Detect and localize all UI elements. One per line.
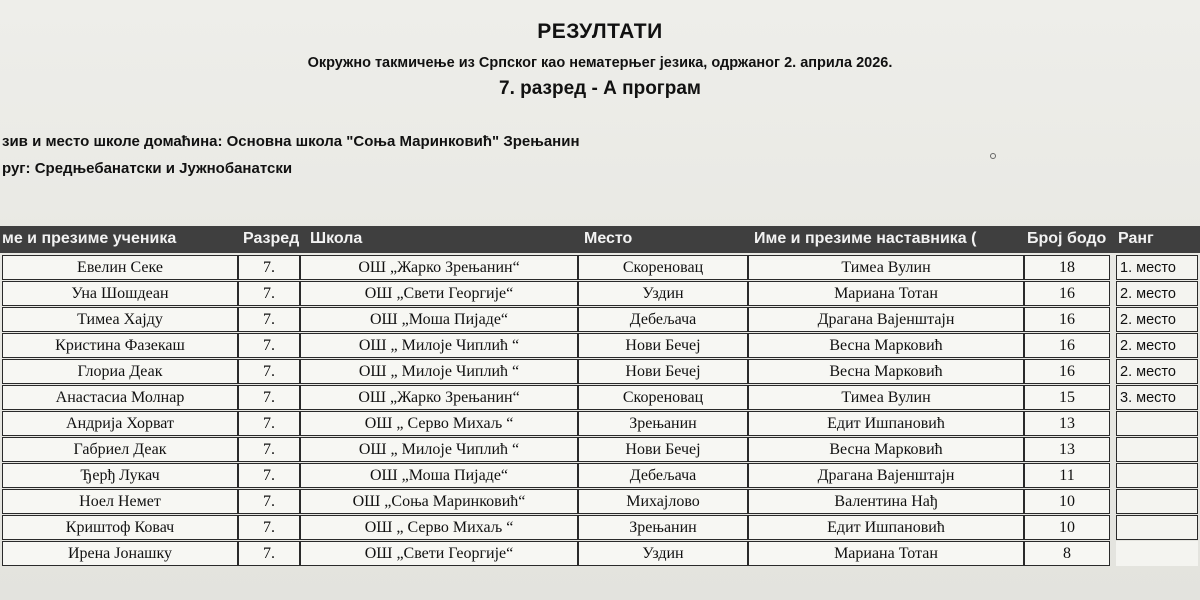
cell-rank [1116,463,1198,488]
cell-teacher: Весна Марковић [748,359,1024,384]
cell-student-name: Глориа Деак [2,359,238,384]
grade-program-heading: 7. разред - А програм [499,78,701,99]
cell-points: 16 [1024,307,1110,332]
cell-points: 16 [1024,333,1110,358]
table-row [0,281,1200,307]
header-school: Школа [310,230,363,247]
cell-points: 8 [1024,541,1110,566]
header-place: Место [584,230,633,247]
cell-place: Уздин [578,281,748,306]
table-row [0,333,1200,359]
cell-grade: 7. [238,437,300,462]
cell-student-name: Криштоф Ковач [2,515,238,540]
cell-student-name: Ноел Немет [2,489,238,514]
cell-grade: 7. [238,463,300,488]
table-row [0,463,1200,489]
cell-school: ОШ „Моша Пијаде“ [300,307,578,332]
cell-grade: 7. [238,281,300,306]
cell-teacher: Мариана Тотан [748,281,1024,306]
cell-rank: 2. место [1116,307,1198,332]
cell-student-name: Ђерђ Лукач [2,463,238,488]
cell-teacher: Весна Марковић [748,333,1024,358]
document-subtitle: Окружно такмичење из Српског као нематерњег језика, одржаног 2. априла 2026. [307,55,893,71]
cell-teacher: Драгана Вајенштајн [748,307,1024,332]
cell-teacher: Весна Марковић [748,437,1024,462]
cell-grade: 7. [238,255,300,280]
cell-place: Дебељача [578,463,748,488]
paper-speck [990,153,996,159]
cell-place: Михајлово [578,489,748,514]
cell-school: ОШ „ Серво Михаљ “ [300,411,578,436]
cell-teacher: Едит Ишпановић [748,515,1024,540]
cell-school: ОШ „ Милоје Чиплић “ [300,333,578,358]
cell-place: Зрењанин [578,411,748,436]
document-title: РЕЗУЛТАТИ [537,20,663,43]
cell-points: 16 [1024,359,1110,384]
cell-student-name: Анастасиа Молнар [2,385,238,410]
cell-points: 13 [1024,437,1110,462]
table-row [0,359,1200,385]
cell-place: Нови Бечеј [578,437,748,462]
cell-points: 15 [1024,385,1110,410]
results-table-header [0,226,1200,253]
cell-school: ОШ „Соња Маринковић“ [300,489,578,514]
cell-grade: 7. [238,515,300,540]
cell-student-name: Кристина Фазекаш [2,333,238,358]
cell-rank [1116,489,1198,514]
cell-rank [1116,411,1198,436]
cell-points: 13 [1024,411,1110,436]
header-points: Број бодо [1027,230,1107,247]
host-school-line: зив и место школе домаћина: Основна школа "Соња Маринковић" Зрењанин [2,133,580,150]
cell-place: Дебељача [578,307,748,332]
cell-school: ОШ „ Милоје Чиплић “ [300,359,578,384]
table-row [0,307,1200,333]
cell-student-name: Ирена Јонашку [2,541,238,566]
cell-place: Нови Бечеј [578,359,748,384]
cell-teacher: Драгана Ваjенштајн [748,463,1024,488]
table-row [0,385,1200,411]
cell-school: ОШ „ Милоје Чиплић “ [300,437,578,462]
cell-rank: 3. место [1116,385,1198,410]
cell-grade: 7. [238,333,300,358]
cell-student-name: Габриел Деак [2,437,238,462]
cell-school: ОШ „Свети Георгије“ [300,281,578,306]
cell-points: 10 [1024,515,1110,540]
cell-student-name: Андрија Хорват [2,411,238,436]
cell-student-name: Евелин Секе [2,255,238,280]
table-row [0,437,1200,463]
cell-grade: 7. [238,307,300,332]
table-row [0,255,1200,281]
cell-school: ОШ „ Серво Михаљ “ [300,515,578,540]
table-row [0,411,1200,437]
table-row [0,515,1200,541]
cell-grade: 7. [238,489,300,514]
district-line: руг: Средњебанатски и Јужнобанатски [2,160,293,177]
header-teacher: Име и презиме наставника ( [754,230,977,247]
header-student-name: ме и презиме ученика [2,230,177,247]
cell-school: ОШ „Моша Пијаде“ [300,463,578,488]
table-row [0,541,1200,567]
cell-school: ОШ „Жарко Зрењанин“ [300,385,578,410]
cell-place: Скореновац [578,385,748,410]
cell-points: 18 [1024,255,1110,280]
cell-place: Зрењанин [578,515,748,540]
cell-student-name: Тимеа Хајду [2,307,238,332]
cell-place: Нови Бечеј [578,333,748,358]
cell-rank: 2. место [1116,281,1198,306]
cell-rank: 2. место [1116,359,1198,384]
cell-place: Скореновац [578,255,748,280]
cell-rank [1116,541,1198,566]
cell-rank: 2. место [1116,333,1198,358]
cell-rank [1116,437,1198,462]
cell-teacher: Валентина Нађ [748,489,1024,514]
header-grade: Разред [243,230,300,247]
cell-school: ОШ „Жарко Зрењанин“ [300,255,578,280]
cell-teacher: Тимеа Вулин [748,255,1024,280]
cell-grade: 7. [238,541,300,566]
cell-student-name: Уна Шошдеан [2,281,238,306]
cell-rank [1116,515,1198,540]
cell-teacher: Тимеа Вулин [748,385,1024,410]
cell-teacher: Едит Ишпановић [748,411,1024,436]
cell-grade: 7. [238,385,300,410]
cell-school: ОШ „Свети Георгије“ [300,541,578,566]
cell-points: 10 [1024,489,1110,514]
header-rank: Ранг [1118,230,1154,247]
table-row [0,489,1200,515]
cell-place: Уздин [578,541,748,566]
cell-points: 11 [1024,463,1110,488]
cell-points: 16 [1024,281,1110,306]
cell-rank: 1. место [1116,255,1198,280]
cell-grade: 7. [238,411,300,436]
cell-grade: 7. [238,359,300,384]
cell-teacher: Мариана Тотан [748,541,1024,566]
